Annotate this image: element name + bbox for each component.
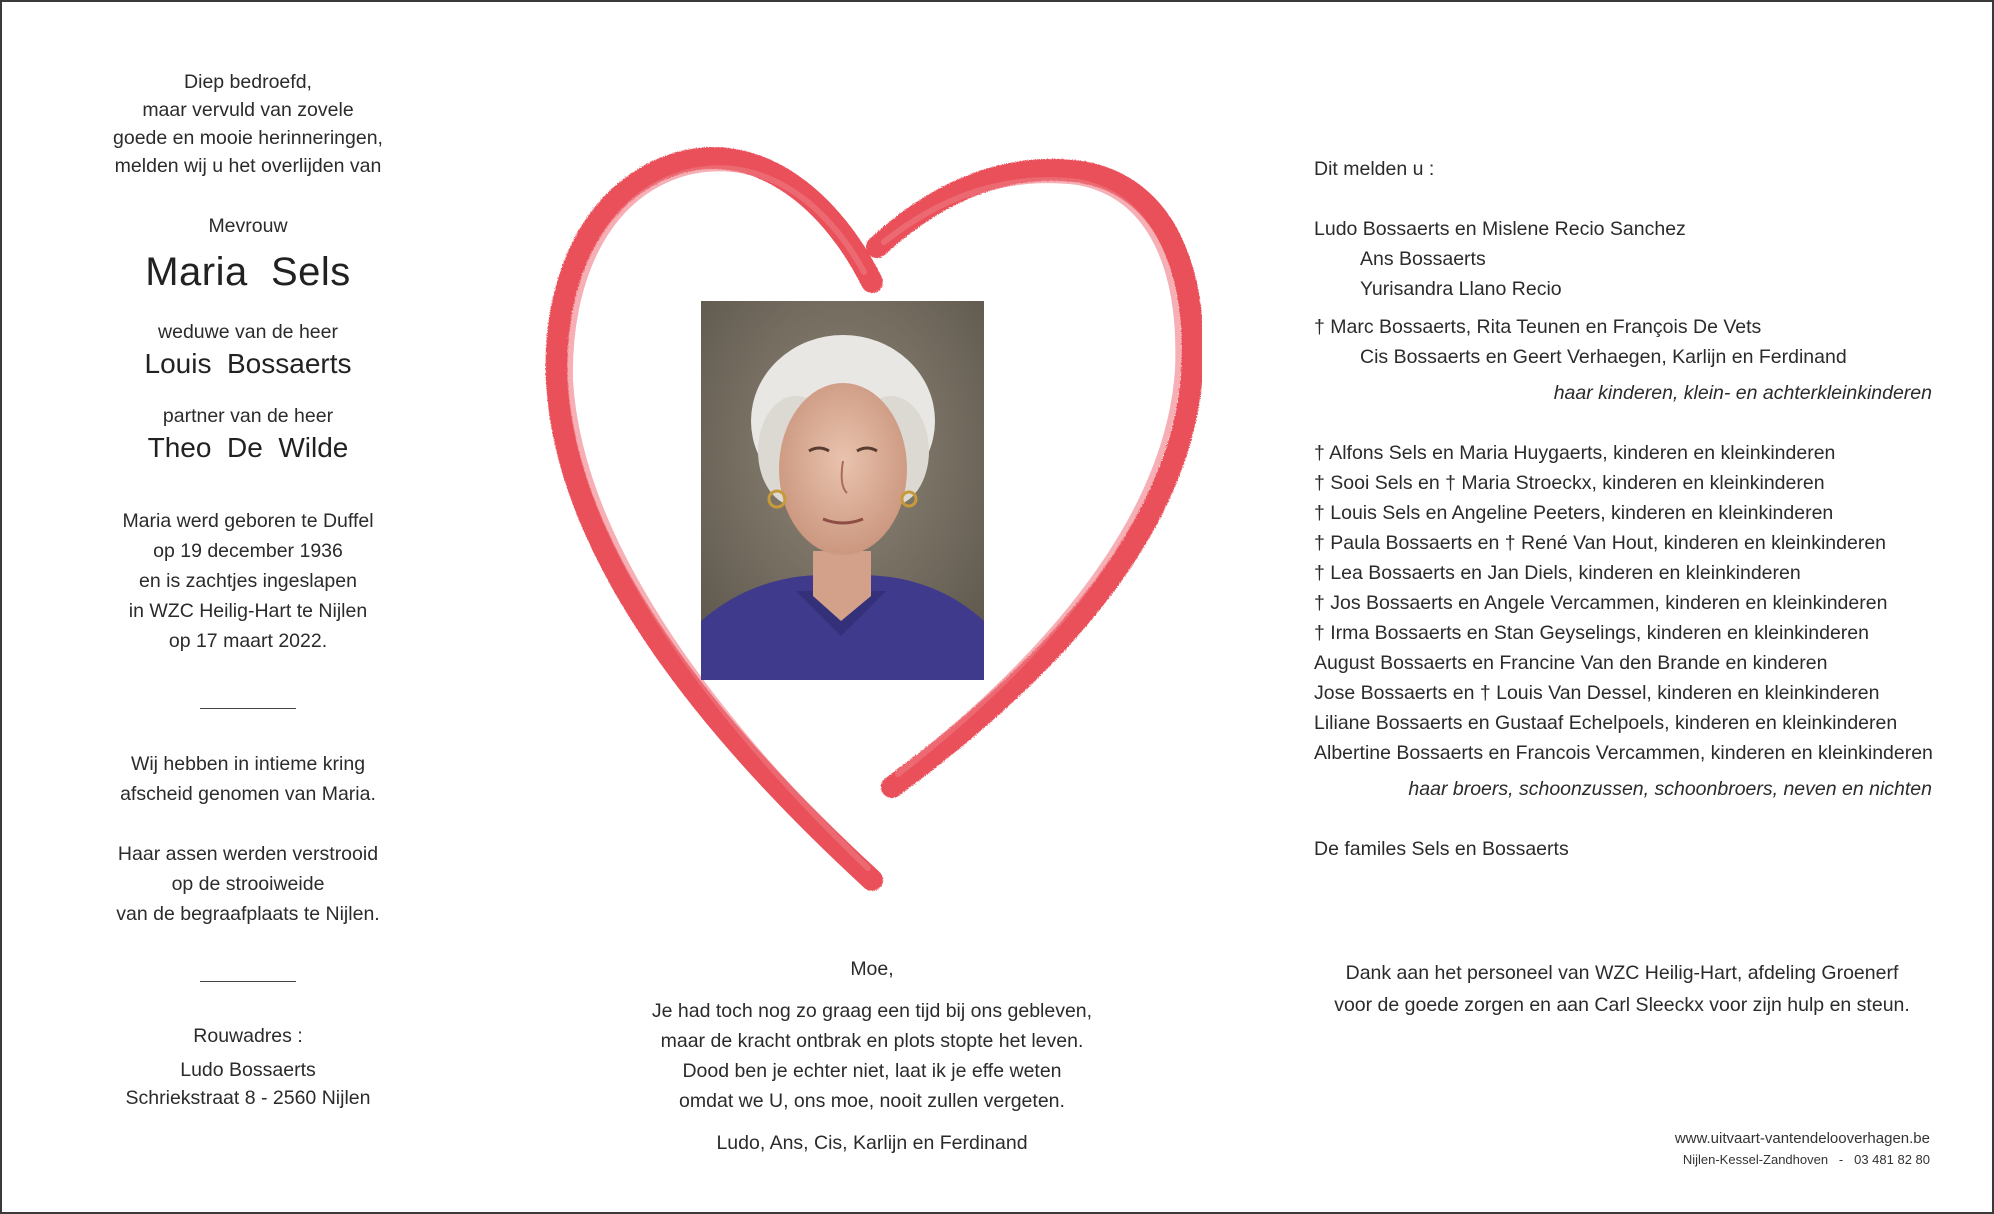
family-line: August Bossaerts en Francine Van den Brande en kinderen <box>1314 652 1828 674</box>
family-line: Yurisandra Llano Recio <box>1360 278 1562 300</box>
farewell-text: Wij hebben in intieme kring afscheid genomen van Maria. <box>120 753 376 805</box>
funeral-home-url: www.uitvaart-vantendelooverhagen.be <box>1674 1130 1930 1147</box>
family-line: † Jos Bossaerts en Angele Vercammen, kinderen en kleinkinderen <box>1314 592 1888 614</box>
address-label: Rouwadres : <box>193 1025 303 1047</box>
widow-name: Louis Bossaerts <box>144 348 352 379</box>
ashes-text: Haar assen werden verstrooid op de strooiweide van de begraafplaats te Nijlen. <box>116 843 380 925</box>
poem: Moe, Je had toch nog zo graag een tijd bij ons gebleven, maar de kracht ontbrak en plots stopte het leven. Dood ben je echter niet, laat ik je effe weten omdat we U, ons moe, nooit zullen vergeten. Ludo, Ans, Cis, Karlijn en Ferdinand <box>622 954 1122 1158</box>
group-caption: haar kinderen, klein- en achterkleinkinderen <box>1553 382 1932 404</box>
family-line: Cis Bossaerts en Geert Verhaegen, Karlijn en Ferdinand <box>1360 346 1847 368</box>
funeral-home-info: Nijlen-Kessel-Zandhoven - 03 481 82 80 <box>1682 1152 1930 1167</box>
bio-text: Maria werd geboren te Duffel op 19 december 1936 en is zachtjes ingeslapen in WZC Heilig-Hart te Nijlen op 17 maart 2022. <box>122 510 374 652</box>
family-line: † Irma Bossaerts en Stan Geyselings, kinderen en kleinkinderen <box>1314 622 1869 644</box>
thanks-text: Dank aan het personeel van WZC Heilig-Hart, afdeling Groenerf voor de goede zorgen en aan Carl Sleeckx voor zijn hulp en steun. <box>1334 962 1910 1016</box>
intro-text: Diep bedroefd, maar vervuld van zovele goede en mooie herinneringen, melden wij u het overlijden van <box>113 71 383 177</box>
family-line: Ludo Bossaerts en Mislene Recio Sanchez <box>1314 218 1686 240</box>
honorific: Mevrouw <box>208 215 288 237</box>
deceased-name: Maria Sels <box>145 250 351 294</box>
group-caption: haar broers, schoonzussen, schoonbroers, neven en nichten <box>1408 778 1932 800</box>
family-line: † Sooi Sels en † Maria Stroeckx, kinderen en kleinkinderen <box>1314 472 1825 494</box>
portrait-photo <box>701 301 984 680</box>
family-line: † Alfons Sels en Maria Huygaerts, kinderen en kleinkinderen <box>1314 442 1836 464</box>
widow-label: weduwe van de heer <box>158 321 338 343</box>
poem-greeting: Moe, <box>850 958 894 980</box>
families-line: De familes Sels en Bossaerts <box>1314 838 1569 860</box>
family-line: Jose Bossaerts en † Louis Van Dessel, kinderen en kleinkinderen <box>1314 682 1880 704</box>
poem-signature: Ludo, Ans, Cis, Karlijn en Ferdinand <box>716 1132 1028 1154</box>
family-line: Albertine Bossaerts en Francois Vercammen, kinderen en kleinkinderen <box>1314 742 1933 764</box>
family-line: Ans Bossaerts <box>1360 248 1486 270</box>
partner-name: Theo De Wilde <box>147 432 349 463</box>
family-line: Liliane Bossaerts en Gustaaf Echelpoels, kinderen en kleinkinderen <box>1314 712 1898 734</box>
family-line: † Louis Sels en Angeline Peeters, kinderen en kleinkinderen <box>1314 502 1834 524</box>
address: Ludo Bossaerts Schriekstraat 8 - 2560 Nijlen <box>125 1059 371 1109</box>
family-line: † Marc Bossaerts, Rita Teunen en François De Vets <box>1314 316 1762 338</box>
right-column <box>1314 154 1932 864</box>
partner-label: partner van de heer <box>162 405 334 427</box>
family-line: † Lea Bossaerts en Jan Diels, kinderen en kleinkinderen <box>1314 562 1801 584</box>
left-column <box>102 68 394 1112</box>
funeral-home-footer <box>1675 1128 1930 1170</box>
announcement-intro: Dit melden u : <box>1314 158 1435 180</box>
family-line: † Paula Bossaerts en † René Van Hout, kinderen en kleinkinderen <box>1314 532 1887 554</box>
